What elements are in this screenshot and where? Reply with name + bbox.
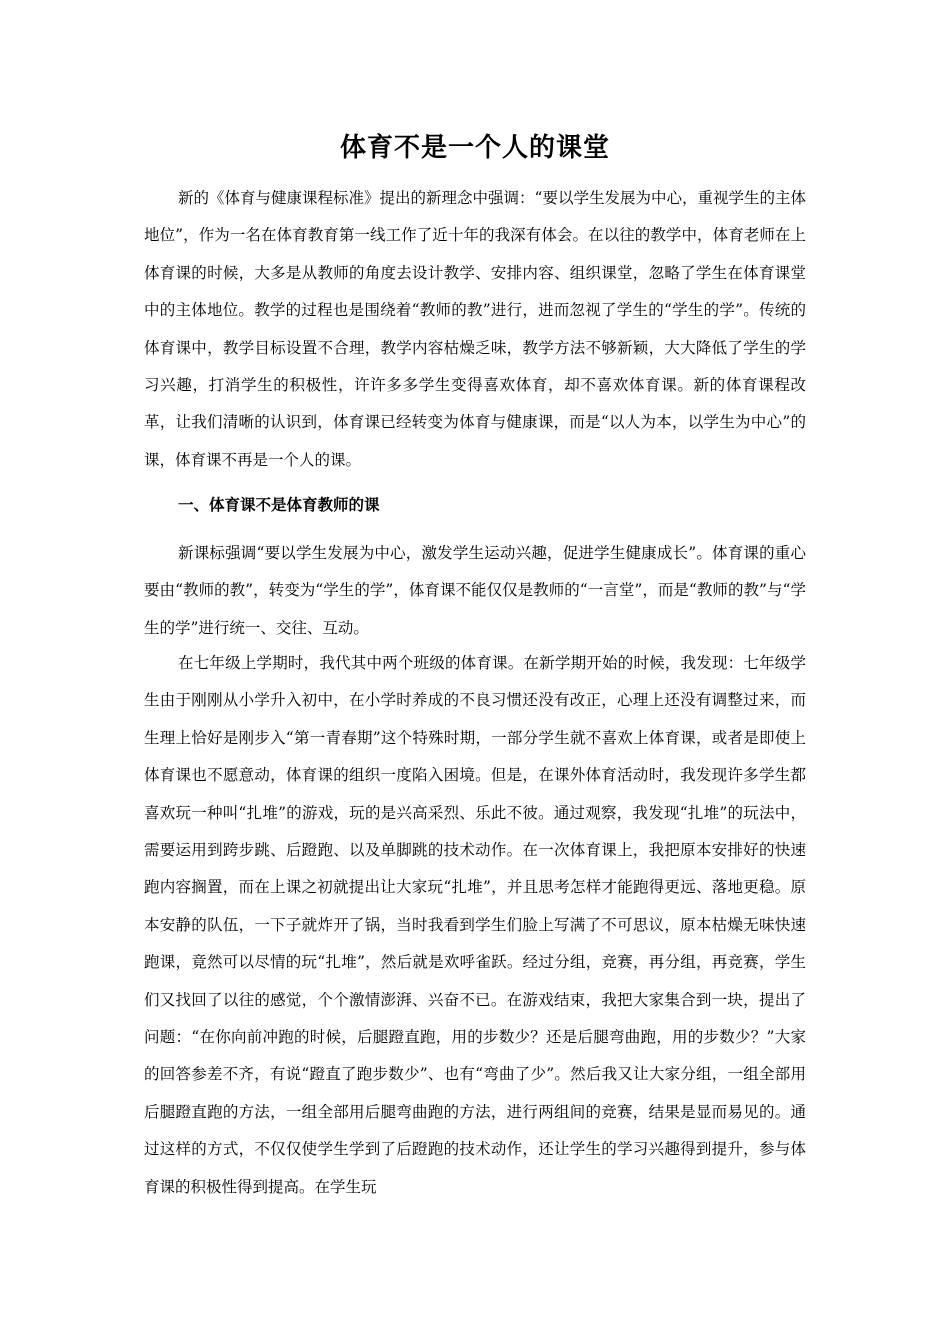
- section-paragraph-1: 新课标强调“要以学生发展为中心，激发学生运动兴趣，促进学生健康成长”。体育课的重心要由“教师的教”，转变为“学生的学”，体育课不能仅仅是教师的“一言堂”，而是“教师的教”与“学生的学”进行统一、交往、互动。: [144, 544, 806, 637]
- section-heading: 一、体育课不是体育教师的课: [178, 496, 380, 514]
- section-paragraph-2: 在七年级上学期时，我代其中两个班级的体育课。在新学期开始的时候，我发现：七年级学生由于刚刚从小学升入初中，在小学时养成的不良习惯还没有改正，心理上还没有调整过来，而生理上恰好是刚步入“第一青春期”这个特殊时期，一部分学生就不喜欢上体育课，或者是即使上体育课也不愿意动，体育课的组织一度陷入困境。但是，在课外体育活动时，我发现许多学生都喜欢玩一种叫“扎堆”的游戏，玩的是兴高采烈、乐此不彼。通过观察，我发现“扎堆”的玩法中，需要运用到跨步跳、后蹬跑、以及单脚跳的技术动作。在一次体育课上，我把原本安排好的快速跑内容搁置，而在上课之初就提出让大家玩“扎堆”，并且思考怎样才能跑得更远、落地更稳。原本安静的队伍，一下子就炸开了锅，当时我看到学生们脸上写满了不可思议，原本枯燥无味快速跑课，竟然可以尽情的玩“扎堆”，然后就是欢呼雀跃。经过分组，竞赛，再分组，再竞赛，学生们又找回了以往的感觉，个个激情澎湃、兴奋不已。在游戏结束，我把大家集合到一块，提出了问题：“在你向前冲跑的时候，后腿蹬直跑，用的步数少？还是后腿弯曲跑，用的步数少？”大家的回答参差不齐，有说“蹬直了跑步数少”、也有“弯曲了少”。然后我又让大家分组，一组全部用后腿蹬直跑的方法，一组全部用后腿弯曲跑的方法，进行两组间的竞赛，结果是显而易见的。通过这样的方式，不仅仅使学生学到了后蹬跑的技术动作，还让学生的学习兴趣得到提升，参与体育课的积极性得到提高。在学生玩: [144, 654, 806, 1196]
- intro-paragraph: 新的《体育与健康课程标准》提出的新理念中强调：“要以学生发展为中心，重视学生的主体地位”，作为一名在体育教育第一线工作了近十年的我深有体会。在以往的教学中，体育老师在上体育课的时候，大多是从教师的角度去设计教学、安排内容、组织课堂，忽略了学生在体育课堂中的主体地位。教学的过程也是围绕着“教师的教”进行，进而忽视了学生的“学生的学”。传统的体育课中，教学目标设置不合理，教学内容枯燥乏味，教学方法不够新颖，大大降低了学生的学习兴趣，打消学生的积极性，许许多多学生变得喜欢体育，却不喜欢体育课。新的体育课程改革，让我们清晰的认识到，体育课已经转变为体育与健康课，而是“以人为本，以学生为中心”的课，体育课不再是一个人的课。: [144, 189, 806, 469]
- page-title: 体育不是一个人的课堂: [339, 133, 610, 163]
